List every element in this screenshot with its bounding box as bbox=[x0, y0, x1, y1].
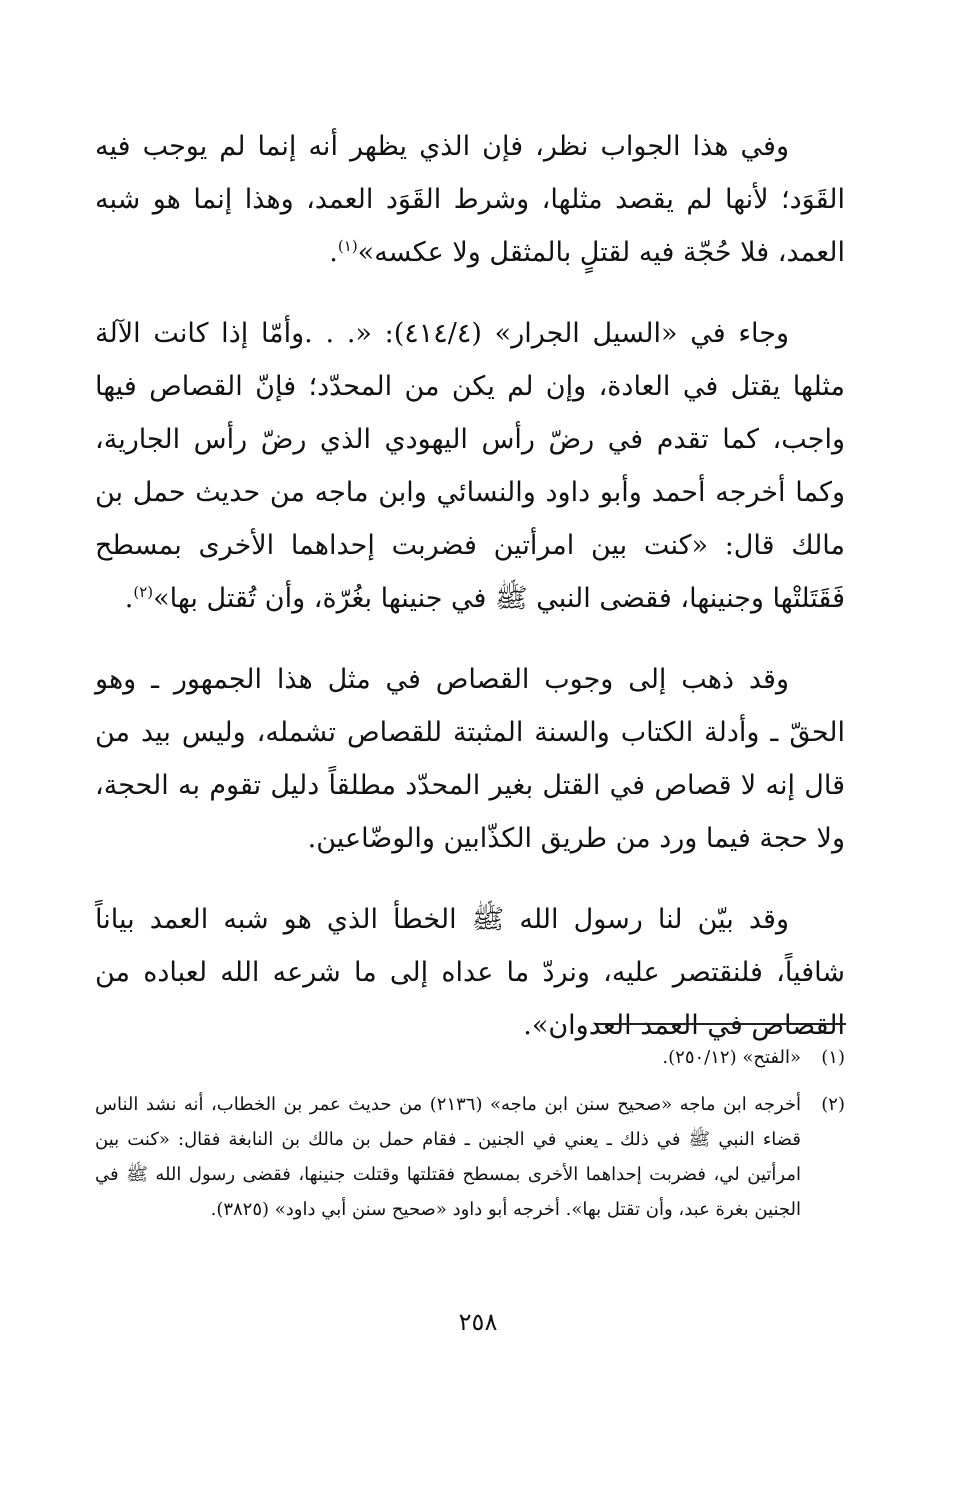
page-number: ٢٥٨ bbox=[458, 1308, 498, 1336]
footnote-2 bbox=[95, 1087, 845, 1227]
paragraph-1 bbox=[95, 120, 845, 279]
footnote-1-text: «الفتح» (٢٥٠/١٢). bbox=[662, 1047, 801, 1068]
footnote-2-text: أخرجه ابن ماجه «صحيح سنن ابن ماجه» (٢١٣٦) من حديث عمر بن الخطاب، أنه نشد الناس قضاء النبي ﷺ في ذلك ـ يعني في الجنين ـ فقام حمل بن مالك بن النابغة فقال: «كنت بين امرأتين لي، فضربت إحداهما الأخرى بمسطح فقتلتها وقتلت جنينها، فقضى رسول الله ﷺ في الجنين بغرة عبد، وأن تقتل بها». أخرجه أبو داود «صحيح سنن أبي داود» (٣٨٢٥). bbox=[95, 1094, 801, 1220]
footnote-1 bbox=[95, 1040, 845, 1075]
footnote-1-number: (١) bbox=[821, 1047, 845, 1068]
footnote-2-number: (٢) bbox=[821, 1094, 845, 1115]
paragraph-1-tail: . bbox=[329, 237, 338, 268]
main-text bbox=[95, 120, 845, 1080]
footnote-separator bbox=[596, 1023, 846, 1025]
paragraph-2 bbox=[95, 307, 845, 625]
paragraph-3-text: وقد ذهب إلى وجوب القصاص في مثل هذا الجمهور ـ وهو الحقّ ـ وأدلة الكتاب والسنة المثبتة للقصاص تشمله، وليس بيد من قال إنه لا قصاص في القتل بغير المحدّد مطلقاً دليل تقوم به الحجة، ولا حجة فيما ورد من طريق الكذّابين والوضّاعين. bbox=[95, 664, 845, 854]
paragraph-1-text: وفي هذا الجواب نظر، فإن الذي يظهر أنه إنما لم يوجب فيه القَوَد؛ لأنها لم يقصد مثلها، وشرط القَوَد العمد، وهذا إنما هو شبه العمد، فلا حُجّة فيه لقتلٍ بالمثقل ولا عكسه» bbox=[95, 131, 845, 268]
paragraph-4 bbox=[95, 893, 845, 1052]
footnote-ref-2[interactable]: (٢) bbox=[133, 583, 154, 601]
footnote-ref-1[interactable]: (١) bbox=[337, 237, 358, 255]
paragraph-2-tail: . bbox=[124, 583, 134, 614]
paragraph-2-text: وجاء في «السيل الجرار» (٤١٤/٤): «. . .وأمّا إذا كانت الآلة مثلها يقتل في العادة، وإن لم يكن من المحدّد؛ فإنّ القصاص فيها واجب، كما تقدم في رضّ رأس اليهودي الذي رضّ رأس الجارية، وكما أخرجه أحمد وأبو داود والنسائي وابن ماجه من حديث حمل بن مالك قال: «كنت بين امرأتين فضربت إحداهما الأخرى بمسطح فَقَتَلتْها وجنينها، فقضى النبي ﷺ في جنينها بغُرّة، وأن تُقتل بها» bbox=[95, 318, 845, 614]
paragraph-4-text: وقد بيّن لنا رسول الله ﷺ الخطأ الذي هو شبه العمد بياناً شافياً، فلنقتصر عليه، ونردّ ما عداه إلى ما شرعه الله لعباده من القصاص في العمد العدوان». bbox=[95, 904, 845, 1041]
footnotes bbox=[95, 1040, 845, 1239]
paragraph-3 bbox=[95, 653, 845, 865]
